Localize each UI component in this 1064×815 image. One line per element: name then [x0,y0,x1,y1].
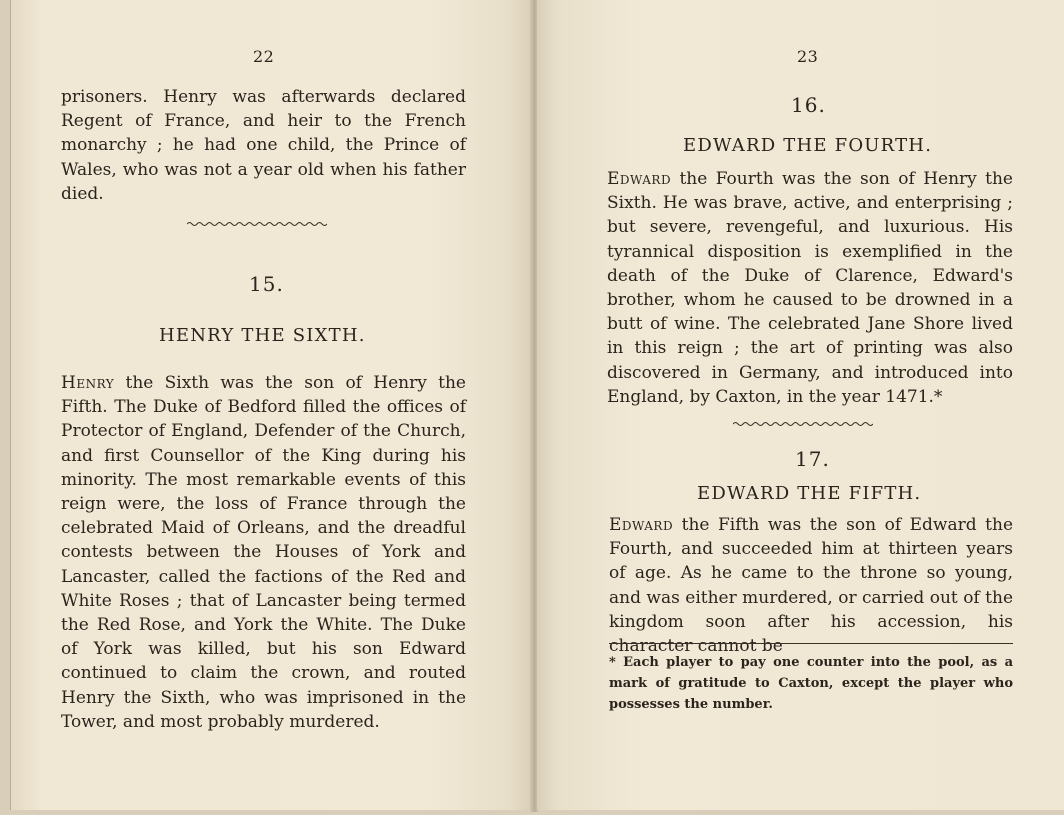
footnote: * Each player to pay one counter into the pool, as a mark of gratitude to Caxton, except the player who possesses the number. [609,655,1013,712]
section-16-body: the Fourth was the son of Henry the Sixth. He was brave, active, and enterprising ; but severe, revengeful, and luxurious. His tyrannical disposition is exemplified in the death of the Duke of Clarence, Edward's brother, whom he caused to be drowned in a butt of wine. The celebrated Jane Shore lived in this reign ; the art of printing was also discovered in Germany, and introduced into England, by Caxton, in the year 1471.* [607,169,1013,407]
section-number-16: 16. [791,93,826,117]
page-number-right: 23 [797,47,819,66]
left-page [10,0,533,810]
continuation-paragraph [61,85,466,206]
section-17-body: the Fifth was the son of Edward the Fourth, and succeeded him at thirteen years of age. As he came to the throne so young, and was either murdered, or carried out of the kingdom soon after his accession, his character cannot be [609,515,1013,657]
section-title-15: HENRY THE SIXTH. [159,325,366,346]
section-15-paragraph [61,371,466,734]
section-16-paragraph [607,167,1013,409]
footnote-rule [609,643,1013,644]
wavy-ornament [187,221,327,227]
section-number-17: 17. [795,447,830,471]
section-title-16: EDWARD THE FOURTH. [683,135,933,156]
wavy-ornament [733,421,873,427]
lead-word: Edward [609,515,674,535]
section-15-body: the Sixth was the son of Henry the Fifth. The Duke of Bedford filled the offices of Protector of England, Defender of the Church, and first Counsellor of the King during his minority. The most remarkable events of this reign were, the loss of France through the celebrated Maid of Orleans, and the dreadful contests between the Houses of York and Lancaster, called the factions of the Red and White Roses ; that of Lancaster being termed the Red Rose, and York the White. The Duke of York was killed, but his son Edward continued to claim the crown, and routed Henry the Sixth, who was imprisoned in the Tower, and most probably murdered. [61,373,466,732]
page-number-left: 22 [253,47,275,66]
section-17-paragraph [609,513,1013,658]
lead-word: Edward [607,169,672,189]
right-page [537,0,1064,810]
lead-word: Henry [61,373,115,393]
continuation-text: prisoners. Henry was afterwards declared Regent of France, and heir to the French monarchy ; he had one child, the Prince of Wales, who was not a year old when his father died. [61,87,466,204]
section-number-15: 15. [249,272,284,296]
section-title-17: EDWARD THE FIFTH. [697,483,922,504]
